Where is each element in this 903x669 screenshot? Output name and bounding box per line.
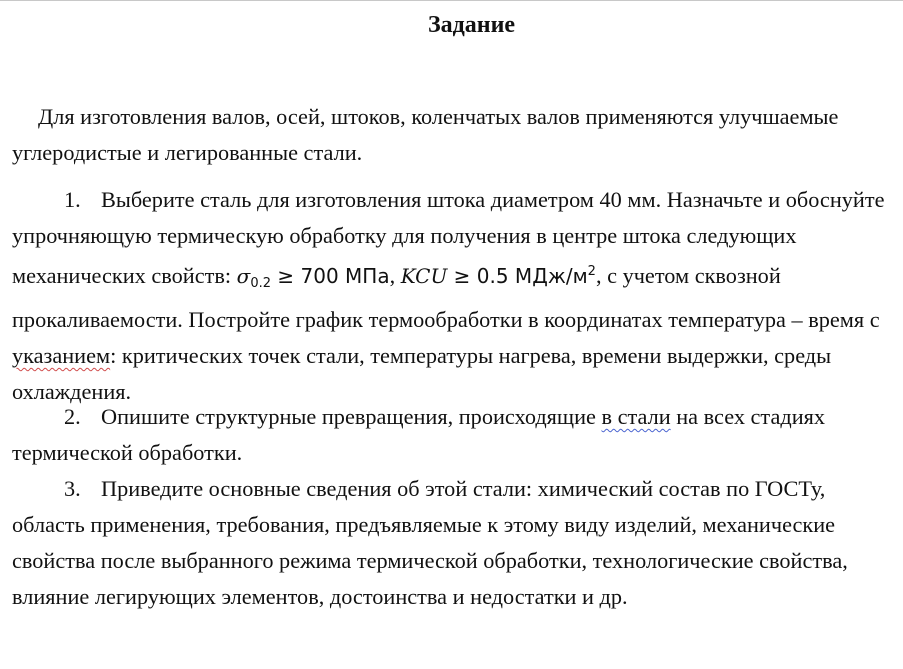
kcu-formula bbox=[401, 264, 596, 288]
sigma-subscript: 0.2 bbox=[250, 276, 272, 291]
kcu-symbol: KCU bbox=[400, 264, 448, 288]
document-title: Задание bbox=[427, 12, 516, 38]
list-item-number: 3. bbox=[64, 476, 81, 501]
kcu-value: ≥ 0.5 МДж/м bbox=[447, 264, 588, 288]
intro-paragraph: Для изготовления валов, осей, штоков, коленчатых валов применяются улучшаемые углеродистые и легированные стали. bbox=[12, 104, 839, 165]
sigma-formula bbox=[236, 264, 390, 291]
list-item-text: Опишите структурные превращения, происходящие bbox=[101, 404, 602, 429]
list-item-1 bbox=[12, 182, 892, 410]
list-item-text: Выберите сталь для изготовления штока диаметром 40 мм. Назначьте и обоснуйте упрочняющую термическую обработку для получения в центре штока следующих механических свойств: bbox=[12, 187, 885, 288]
list-item-number: 2. bbox=[64, 404, 81, 429]
list-item-text-mid: , с учетом сквозной прокаливаемости. Постройте график термообработки в координатах температура – время с bbox=[12, 263, 880, 332]
list-item-2 bbox=[12, 399, 892, 471]
list-item-text: Приведите основные сведения об этой стали: химический состав по ГОСТу, область применения, требования, предъявляемые к этому виду изделий, механические свойства после выбранного режима термической обработки, технологические свойства, влияние легирующих элементов, достоинства и недостатки и др. bbox=[12, 476, 848, 609]
sigma-value: ≥ 700 МПа bbox=[271, 264, 390, 288]
grammar-check-word[interactable]: в стали bbox=[601, 404, 671, 429]
list-item-text-end: : критических точек стали, температуры нагрева, времени выдержки, среды охлаждения. bbox=[12, 343, 832, 404]
sigma-symbol: σ bbox=[236, 264, 251, 288]
spellcheck-word[interactable]: указанием bbox=[12, 343, 111, 368]
list-item-3 bbox=[12, 471, 892, 615]
list-item-text-end: на всех стадиях термической обработки. bbox=[12, 404, 826, 465]
kcu-superscript: 2 bbox=[587, 264, 596, 279]
formula-separator: , bbox=[389, 263, 401, 288]
list-item-number: 1. bbox=[64, 187, 81, 212]
